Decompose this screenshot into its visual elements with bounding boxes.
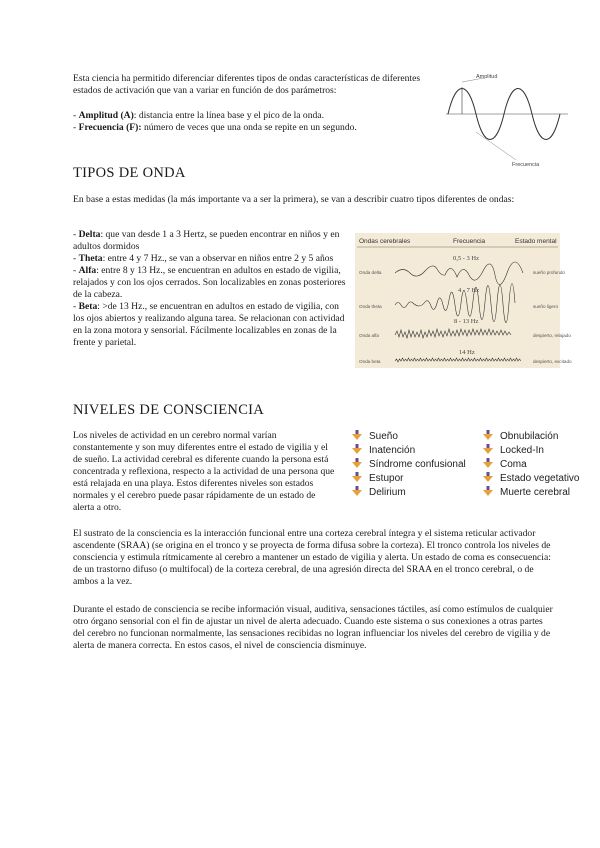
level-label: Síndrome confusional <box>369 459 466 470</box>
wave-desc: : entre 4 y 7 Hz., se van a observar en niños entre 2 y 5 años <box>102 253 334 264</box>
arrow-down-icon <box>352 486 362 496</box>
consciousness-levels-left <box>352 430 466 500</box>
consciousness-levels-right <box>483 430 580 500</box>
row-state: despierto, relajado <box>533 333 571 338</box>
arrow-down-icon <box>483 444 493 454</box>
level-item <box>483 458 580 472</box>
frequency-label: Frecuencia <box>512 162 540 168</box>
arrow-down-icon <box>483 486 493 496</box>
level-label: Delirium <box>369 487 406 498</box>
level-label: Inatención <box>369 445 416 456</box>
section-title-tipos: TIPOS DE ONDA <box>73 165 186 181</box>
row-name: Onda delta <box>359 270 382 275</box>
param-amplitude: - Amplitud (A): distancia entre la línea base y el pico de la onda. <box>73 110 324 121</box>
row-state: sueño ligero <box>533 304 559 309</box>
wave-type-delta: - Delta: que van desde 1 a 3 Hertz, se pueden encontrar en niños y en adultos dormidos <box>73 229 340 252</box>
wave-term: Alfa <box>78 265 97 276</box>
wave-term: Delta <box>78 229 101 240</box>
section-title-niveles: NIVELES DE CONSCIENCIA <box>73 402 265 418</box>
wave-type-alfa: - Alfa: entre 8 y 13 Hz., se encuentran en adultos en estado de vigilia, relajados y con los ojos cerrados. Son localizables en zonas posteriores de la cabeza. <box>73 265 346 300</box>
arrow-down-icon <box>352 430 362 440</box>
level-item <box>352 486 466 500</box>
table-header-estado: Estado mental <box>515 238 557 245</box>
table-header-ondas: Ondas cerebrales <box>359 238 411 245</box>
level-label: Locked-In <box>500 445 544 456</box>
brain-wave-table <box>355 233 572 368</box>
wave-desc: : entre 8 y 13 Hz., se encuentran en adultos en estado de vigilia, relajados y con los ojos cerrados. Son localizables en zonas posteriores de la cabeza. <box>73 265 346 300</box>
arrow-down-icon <box>352 444 362 454</box>
param-amplitude-desc: : distancia entre la línea base y el pico de la onda. <box>133 110 324 121</box>
level-label: Estado vegetativo <box>500 473 580 484</box>
row-freq: 4 - 7 Hz <box>458 287 480 294</box>
table-header-frecuencia: Frecuencia <box>453 238 486 245</box>
row-name: Onda alfa <box>359 333 379 338</box>
wave-term: Beta <box>78 301 98 312</box>
level-label: Coma <box>500 459 527 470</box>
row-state: sueño profundo <box>533 270 565 275</box>
row-freq: 8 - 13 Hz <box>454 318 479 325</box>
row-name: Onda beta <box>359 359 381 364</box>
section2-para2: El sustrato de la consciencia es la interacción funcional entre una corteza cerebral íntegra y el sistema reticular activador ascendente (SRAA) (se origina en el tronco y se proyecta de forma difusa sobre la corteza). El tronco controla los niveles de consciencia y estimula rítmicamente al cerebro a mantener un estado de vigilia y alerta. Un estado de coma es consecuencia: de un trastorno difuso (o multifocal) de la corteza cerebral, de una agresión directa del SRAA en el tronco cerebral, o de ambos a la vez. <box>73 528 551 587</box>
param-frequency-term: Frecuencia (F): <box>78 122 142 133</box>
wave-type-theta: - Theta: entre 4 y 7 Hz., se van a observar en niños entre 2 y 5 años <box>73 253 334 264</box>
wave-term: Theta <box>78 253 103 264</box>
param-amplitude-term: Amplitud (A) <box>78 110 134 121</box>
level-item <box>352 458 466 472</box>
intro-text: Esta ciencia ha permitido diferenciar diferentes tipos de ondas características de diferentes estados de activación que van a variar en función de dos parámetros: <box>73 73 421 96</box>
section2-para3: Durante el estado de consciencia se recibe información visual, auditiva, sensaciones táctiles, así como estímulos de cualquier otro órgano sensorial con el fin de ajustar un nivel de alerta adecuado. Cuando este sistema o sus conexiones a otras partes del cerebro no funcionan normalmente, las sensaciones recibidas no logran influenciar los niveles del cerebro de vigilia y de alerta de manera correcta. En estos casos, el nivel de consciencia disminuye. <box>73 604 553 651</box>
param-frequency-desc: número de veces que una onda se repite en un segundo. <box>141 122 357 133</box>
wave-desc: : que van desde 1 a 3 Hertz, se pueden encontrar en niños y en adultos dormidos <box>73 229 340 252</box>
level-item <box>483 486 580 500</box>
section1-intro: En base a estas medidas (la más importante va a ser la primera), se van a describir cuatro tipos diferentes de ondas: <box>73 194 515 205</box>
sine-wave-figure <box>442 70 572 170</box>
wave-desc: : >de 13 Hz., se encuentran en adultos en estado de vigilia, con los ojos abiertos y realizando alguna tarea. Se relacionan con actividad en la zona motora y sensorial. Fácilmente localizables en zonas de la frente y parietal. <box>73 301 345 348</box>
level-item <box>352 472 466 486</box>
row-name: Onda theta <box>359 304 382 309</box>
row-freq: 0,5 - 3 Hz <box>453 255 479 262</box>
level-item <box>352 444 466 458</box>
level-item <box>352 430 466 444</box>
row-freq: 14 Hz <box>459 349 475 356</box>
wave-type-list <box>73 229 351 349</box>
level-label: Muerte cerebral <box>500 487 571 498</box>
wave-type-beta: - Beta: >de 13 Hz., se encuentran en adultos en estado de vigilia, con los ojos abiertos y realizando alguna tarea. Se relacionan con actividad en la zona motora y sensorial. Fácilmente localizables en zonas de la frente y parietal. <box>73 301 345 348</box>
level-item <box>483 444 580 458</box>
level-label: Sueño <box>369 431 398 442</box>
section2-para1: Los niveles de actividad en un cerebro normal varían constantemente y son muy diferentes entre el estado de vigilia y el de sueño. La actividad cerebral es diferente cuando la persona está concentrada y reflexiona, respecto a la actividad de una persona que está relajada en una playa. Estos diferentes niveles son estados normales y el cerebro puede pasar rápidamente de un estado de alerta a otro. <box>73 430 335 513</box>
level-label: Obnubilación <box>500 431 559 442</box>
param-frequency: - Frecuencia (F): número de veces que una onda se repite en un segundo. <box>73 122 357 133</box>
amplitude-label: Amplitud <box>476 74 498 80</box>
arrow-down-icon <box>483 472 493 482</box>
row-state: despierto, excitado <box>533 359 572 364</box>
level-item <box>483 472 580 486</box>
level-label: Estupor <box>369 473 404 484</box>
arrow-down-icon <box>352 472 362 482</box>
level-item <box>483 430 580 444</box>
arrow-down-icon <box>352 458 362 468</box>
arrow-down-icon <box>483 430 493 440</box>
arrow-down-icon <box>483 458 493 468</box>
